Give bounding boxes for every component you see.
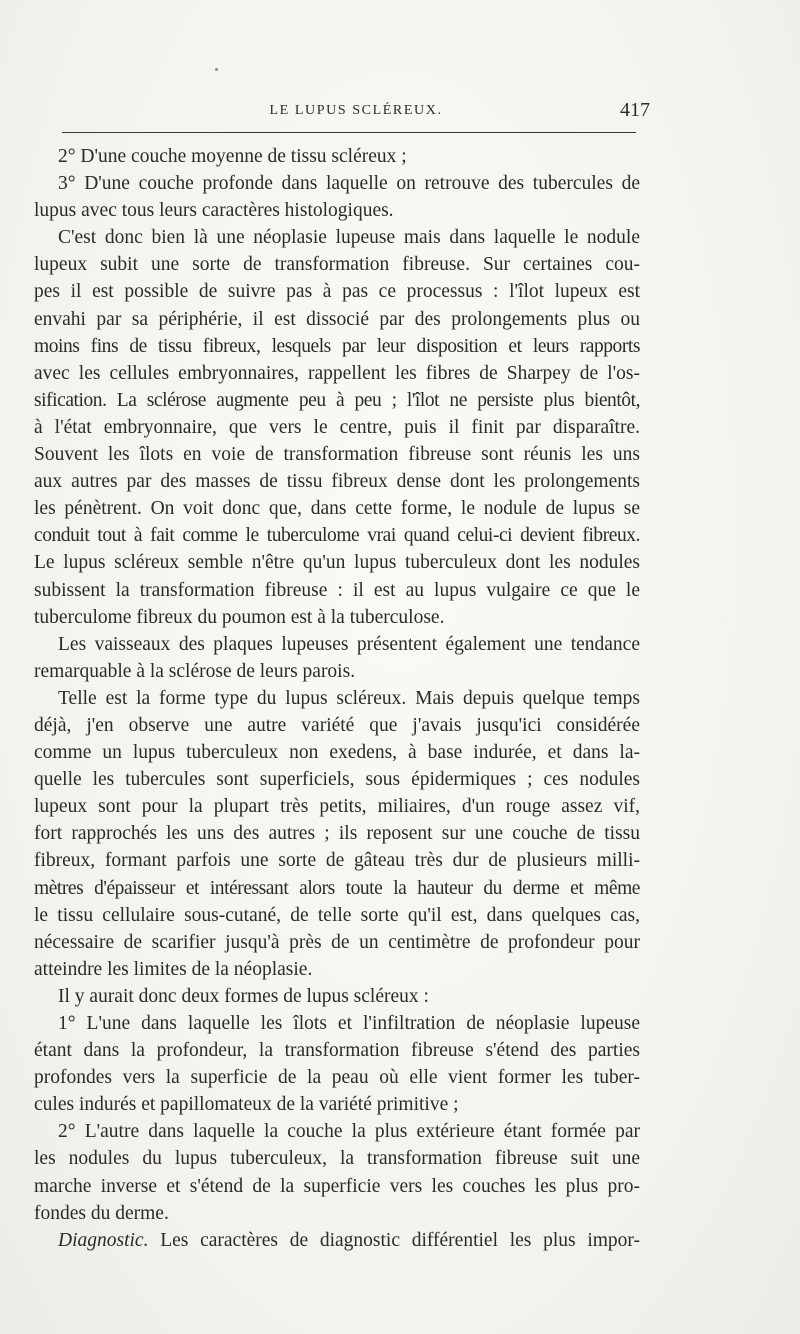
text-line: les pénètrent. On voit donc que, dans cette forme, le nodule de lupus se — [34, 498, 640, 520]
print-speck — [215, 68, 218, 71]
text-line: C'est donc bien là une néoplasie lupeuse mais dans laquelle le nodule — [58, 227, 640, 249]
text-line: atteindre les limites de la néoplasie. — [34, 958, 313, 980]
text-line: fibreux, formant parfois une sorte de gâteau très dur de plusieurs milli- — [34, 850, 640, 872]
text-line: marche inverse et s'étend de la superficie vers les couches les plus pro- — [34, 1175, 640, 1197]
text-line: comme un lupus tuberculeux non exedens, à base indurée, et dans la- — [34, 742, 640, 764]
text-line: fort rapprochés les uns des autres ; ils reposent sur une couche de tissu — [34, 823, 640, 845]
text-line: pes il est possible de suivre pas à pas ce processus : l'îlot lupeux est — [34, 281, 640, 303]
section-heading-diagnostic: Diagnostic. — [58, 1229, 149, 1251]
text-line: tuberculome fibreux du poumon est à la tuberculose. — [34, 606, 445, 628]
text-line: envahi par sa périphérie, il est dissocié par des prolongements plus ou — [34, 308, 640, 330]
text-line: avec les cellules embryonnaires, rappellent les fibres de Sharpey de l'os- — [34, 362, 640, 384]
text-line: 1° L'une dans laquelle les îlots et l'infiltration de néoplasie lupeuse — [58, 1013, 640, 1034]
text-line: lupeux sont pour la plupart très petits, miliaires, d'un rouge assez vif, — [34, 796, 640, 818]
running-title: LE LUPUS SCLÉREUX. — [269, 103, 443, 118]
text-line: remarquable à la sclérose de leurs parois. — [34, 660, 356, 682]
text-line: étant dans la profondeur, la transformation fibreuse s'étend des parties — [34, 1040, 640, 1062]
text-line: Telle est la forme type du lupus scléreux. Mais depuis quelque temps — [58, 687, 640, 709]
text-line: sification. La sclérose augmente peu à peu ; l'îlot ne persiste plus bientôt, — [34, 389, 640, 411]
text-line: Les vaisseaux des plaques lupeuses présentent également une tendance — [58, 633, 640, 655]
diagnostic-line — [34, 1227, 640, 1254]
text-line: subissent la transformation fibreuse : il est au lupus vulgaire ce que le — [34, 579, 640, 601]
text-line: le tissu cellulaire sous-cutané, de telle sorte qu'il est, dans quelques cas, — [34, 904, 640, 926]
text-line: nécessaire de scarifier jusqu'à près de un centimètre de profondeur pour — [34, 931, 640, 953]
text-line: Il y aurait donc deux formes de lupus scléreux : — [58, 985, 429, 1007]
text-line: les nodules du lupus tuberculeux, la transformation fibreuse suit une — [34, 1148, 640, 1170]
text-line: cules indurés et papillomateux de la variété primitive ; — [34, 1094, 459, 1116]
text-line: à l'état embryonnaire, que vers le centre, puis il finit par disparaître. — [34, 416, 640, 438]
text-line: lupus avec tous leurs caractères histologiques. — [34, 200, 394, 222]
header-rule — [62, 132, 636, 133]
text-line: mètres d'épaisseur et intéressant alors toute la hauteur du derme et même — [34, 877, 640, 899]
text-line: déjà, j'en observe une autre variété que j'avais jusqu'ici considérée — [34, 714, 640, 736]
page-number: 417 — [620, 99, 650, 121]
text-line: conduit tout à fait comme le tuberculome vrai quand celui-ci devient fibreux. — [34, 525, 640, 547]
text-line: Souvent les îlots en voie de transformation fibreuse sont réunis les uns — [34, 444, 640, 466]
text-line: lupeux subit une sorte de transformation fibreuse. Sur certaines cou- — [34, 254, 640, 276]
text-line: Le lupus scléreux semble n'être qu'un lupus tuberculeux dont les nodules — [34, 552, 640, 574]
text-line: aux autres par des masses de tissu fibreux dense dont les prolongements — [34, 471, 640, 493]
body-text — [34, 143, 640, 1254]
text-line: moins fins de tissu fibreux, lesquels par leur disposition et leurs rapports — [34, 335, 640, 357]
text-line: profondes vers la superficie de la peau où elle vient former les tuber- — [34, 1067, 640, 1089]
text-line: 2° D'une couche moyenne de tissu scléreux ; — [58, 146, 407, 167]
text-line: 3° D'une couche profonde dans laquelle on retrouve des tubercules de — [58, 173, 640, 195]
text-line: quelle les tubercules sont superficiels, sous épidermiques ; ces nodules — [34, 769, 640, 791]
text-line: 2° L'autre dans laquelle la couche la plus extérieure étant formée par — [58, 1121, 640, 1143]
page-header — [62, 99, 650, 127]
text-line: fondes du derme. — [34, 1202, 169, 1224]
text-line-fragment: Les caractères de diagnostic différentiel les plus impor- — [160, 1229, 640, 1251]
